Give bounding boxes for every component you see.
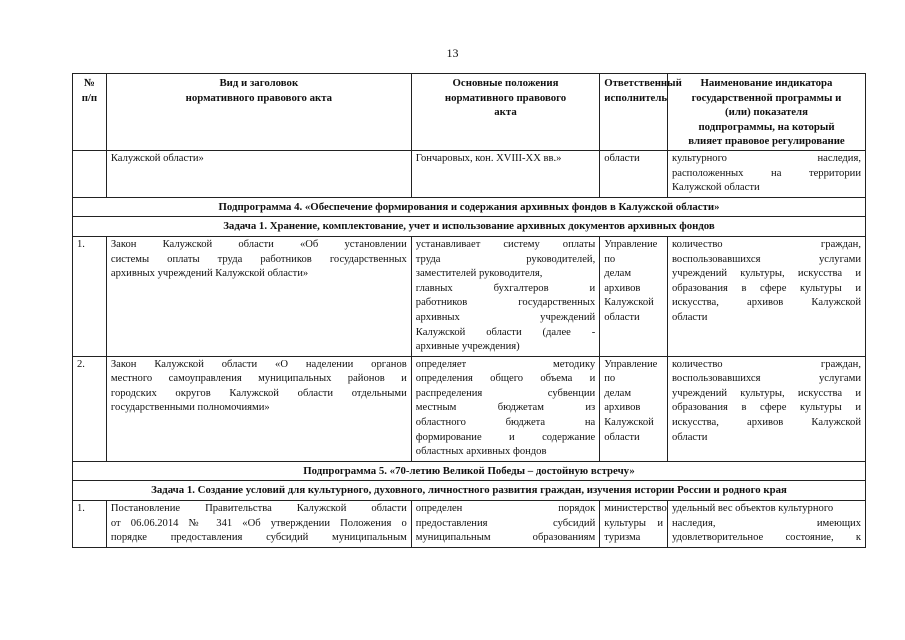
header-act: Вид и заголовок нормативного правового акта: [106, 74, 411, 151]
cell-responsible: области: [600, 150, 668, 197]
cell-provisions: определен порядок предоставления субсидий муниципальным образованиям: [411, 501, 599, 548]
table-row: [73, 356, 866, 461]
cell-indicator: культурного наследия, расположенных на территории Калужской области: [667, 150, 865, 197]
cell-responsible: Управление по делам архивов Калужской области: [600, 356, 668, 461]
cell-num: [73, 150, 107, 197]
subprogram-title-row: [73, 197, 866, 217]
cell-act: Закон Калужской области «О наделении органов местного самоуправления муниципальных районов и городских округов Калужской области отдельными государственными полномочиями»: [106, 356, 411, 461]
table-row: [73, 150, 866, 197]
cell-indicator: удельный вес объектов культурного наследия, имеющих удовлетворительное состояние, к: [667, 501, 865, 548]
page-number: 13: [446, 46, 459, 60]
cell-responsible: министерство культуры и туризма: [600, 501, 668, 548]
table-row: [73, 236, 866, 356]
task-title-row: [73, 217, 866, 237]
header-num: № п/п: [73, 74, 107, 151]
subprogram-title-row: [73, 461, 866, 481]
cell-indicator: количество граждан, воспользовавшихся услугами учреждений культуры, искусства и образования в сфере культуры и искусства, архивов Калужской области: [667, 356, 865, 461]
cell-responsible: Управление по делам архивов Калужской области: [600, 236, 668, 356]
subprogram-5-title: Подпрограмма 5. «70-летию Великой Победы – достойную встречу»: [73, 461, 866, 481]
table-row: [73, 501, 866, 548]
subprogram-4-task: Задача 1. Хранение, комплектование, учет и использование архивных документов архивных фондов: [73, 217, 866, 237]
cell-indicator: количество граждан, воспользовавшихся услугами учреждений культуры, искусства и образования в сфере культуры и искусства, архивов Калужской области: [667, 236, 865, 356]
task-title-row: [73, 481, 866, 501]
header-indicator: Наименование индикатора государственной программы и (или) показателя подпрограммы, на который влияет правовое регулирование: [667, 74, 865, 151]
cell-act: Закон Калужской области «Об установлении системы оплаты труда работников государственных архивных учреждений Калужской области»: [106, 236, 411, 356]
cell-provisions: устанавливает систему оплаты труда руководителей, заместителей руководителя, главных бухгалтеров и работников государственных архивных учреждений Калужской области (далее - архивные учреждения): [411, 236, 599, 356]
header-provisions: Основные положения нормативного правового акта: [411, 74, 599, 151]
cell-num: 2.: [73, 356, 107, 461]
cell-provisions: Гончаровых, кон. XVIII-XX вв.»: [411, 150, 599, 197]
subprogram-4-title: Подпрограмма 4. «Обеспечение формирования и содержания архивных фондов в Калужской области»: [73, 197, 866, 217]
cell-act: Постановление Правительства Калужской области от 06.06.2014 № 341 «Об утверждении Положения о порядке предоставления субсидий муниципальным: [106, 501, 411, 548]
table-header-row: [73, 74, 866, 151]
cell-num: 1.: [73, 236, 107, 356]
header-responsible: Ответственный исполнитель: [600, 74, 668, 151]
cell-act: Калужской области»: [106, 150, 411, 197]
cell-num: 1.: [73, 501, 107, 548]
cell-provisions: определяет методику определения общего объема и распределения субвенции местным бюджетам из областного бюджета на формирование и содержание областных архивных фондов: [411, 356, 599, 461]
legal-acts-table: [72, 73, 866, 548]
subprogram-5-task: Задача 1. Создание условий для культурного, духовного, личностного развития граждан, изучения истории России и родного края: [73, 481, 866, 501]
